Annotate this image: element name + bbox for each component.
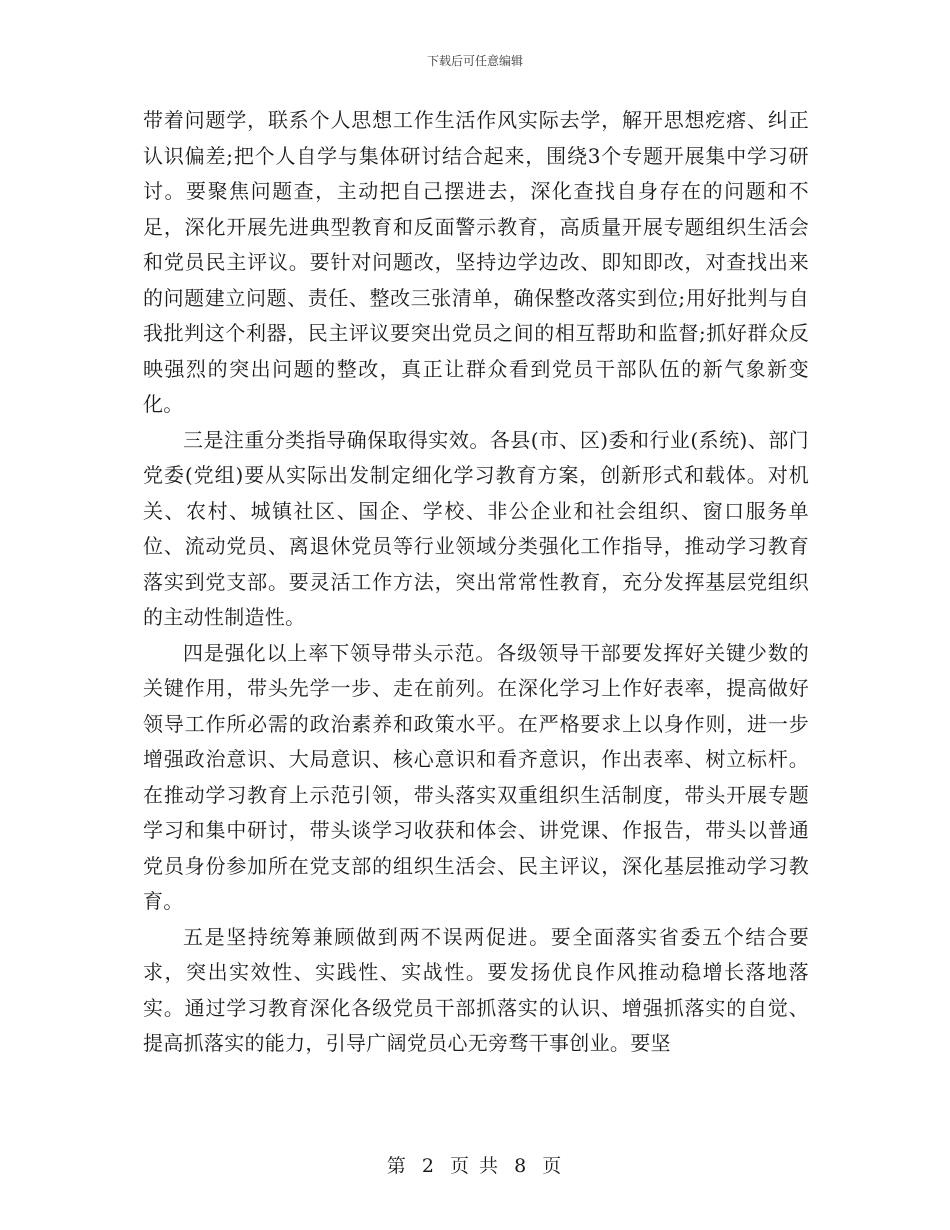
paragraph-2: 三是注重分类指导确保取得实效。各县(市、区)委和行业(系统)、部门党委(党组)要从实际出发制定细化学习教育方案，创新形式和载体。对机关、农村、城镇社区、国企、学校、非公企业和社会组织、窗口服务单位、流动党员、离退休党员等行业领域分类强化工作指导，推动学习教育落实到党支部。要灵活工作方法，突出常常性教育，充分发挥基层党组织的主动性制造性。 — [143, 427, 809, 629]
footer-prefix: 第 — [386, 1155, 408, 1177]
total-page-count: 8 — [514, 1155, 529, 1177]
paragraph-3: 四是强化以上率下领导带头示范。各级领导干部要发挥好关键少数的关键作用，带头先学一步、走在前列。在深化学习上作好表率，提高做好领导工作所必需的政治素养和政策水平。在严格要求上以身作则，进一步增强政治意识、大局意识、核心意识和看齐意识，作出表率、树立标杆。在推动学习教育上示范引领，带头落实双重组织生活制度，带头开展专题学习和集中研讨，带头谈学习收获和体会、讲党课、作报告，带头以普通党员身份参加所在党支部的组织生活会、民主评议，深化基层推动学习教育。 — [143, 640, 809, 913]
paragraph-1: 带着问题学，联系个人思想工作生活作风实际去学，解开思想疙瘩、纠正认识偏差;把个人自学与集体研讨结合起来，围绕3个专题开展集中学习研讨。要聚焦问题查，主动把自己摆进去，深化查找自身存在的问题和不足，深化开展先进典型教育和反面警示教育，高质量开展专题组织生活会和党员民主评议。要针对问题改，坚持边学边改、即知即改，对查找出来的问题建立问题、责任、整改三张清单，确保整改落实到位;用好批判与自我批判这个利器，民主评议要突出党员之间的相互帮助和监督;抓好群众反映强烈的突出问题的整改，真正让群众看到党员干部队伍的新气象新变化。 — [143, 108, 809, 416]
footer-suffix: 页 — [542, 1155, 564, 1177]
paragraph-4: 五是坚持统筹兼顾做到两不误两促进。要全面落实省委五个结合要求，突出实效性、实践性、实战性。要发扬优良作风推动稳增长落地落实。通过学习教育深化各级党员干部抓落实的认识、增强抓落实的自觉、提高抓落实的能力，引导广阔党员心无旁骛干事创业。要坚 — [143, 924, 809, 1055]
page-number-footer — [0, 1151, 950, 1178]
footer-middle: 页 共 — [449, 1155, 501, 1177]
document-body — [143, 103, 809, 1062]
current-page-number: 2 — [421, 1155, 436, 1177]
page-header-note: 下载后可任意编辑 — [426, 54, 523, 68]
